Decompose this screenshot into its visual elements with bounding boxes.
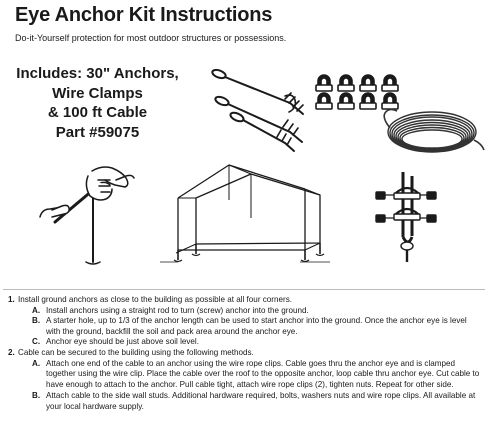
substep-text: Install anchors using a straight rod to turn (screw) anchor into the ground. — [46, 305, 309, 315]
substep-2b — [18, 391, 482, 412]
substep-letter: C. — [32, 337, 41, 347]
step-number: 2. — [8, 347, 15, 357]
substep-letter: B. — [32, 316, 41, 326]
substep-1b — [18, 316, 482, 337]
kit-contents-line-1: Includes: 30" Anchors, — [16, 65, 179, 82]
substep-letter: B. — [32, 391, 41, 401]
kit-contents-line-2: Wire Clamps — [52, 84, 143, 102]
substep-letter: A. — [32, 305, 41, 315]
page-subtitle: Do-it-Yourself protection for most outdoor structures or possessions. — [15, 33, 287, 43]
step-number: 1. — [8, 295, 15, 304]
wire-clamp-illustration — [316, 75, 398, 109]
instructions-list — [8, 295, 482, 413]
substep-text: A starter hole, up to 1/3 of the anchor length can be used to start anchor into the ground. Once the anchor eye is level with the ground, backfill the soil and pack area around the anchor eye. — [46, 316, 467, 336]
step-2 — [8, 348, 482, 413]
clamped-cable-loop-illustration — [376, 172, 436, 262]
step-1 — [8, 295, 482, 348]
substep-1c — [18, 337, 482, 348]
substep-letter: A. — [32, 358, 41, 368]
section-divider — [3, 289, 485, 290]
shelter-frame-illustration — [160, 165, 330, 262]
substep-text: Attach cable to the side wall studs. Additional hardware required, bolts, washers nuts and wire rope clips. All available at your local hardware supply. — [46, 391, 476, 411]
eye-anchor-illustration — [211, 68, 303, 151]
step-text: Install ground anchors as close to the building as possible at all four corners. — [18, 295, 292, 304]
substep-1a — [18, 306, 482, 317]
hand-installing-anchor-illustration — [40, 167, 134, 264]
step-text: Cable can be secured to the building using the following methods. — [18, 347, 254, 357]
substep-text: Attach one end of the cable to an anchor using the wire rope clips. Cable goes thru the anchor eye and is clamped together using the wire clip. Place the cable over the roof to the opposite anchor, loop cable thru anchor eye. Cut cable to have enough to attach to the anchor. Pull cable tight, attach wire rope clips (2), tighten nuts. Repeat for other side. — [46, 358, 480, 389]
cable-coil-illustration — [384, 109, 484, 152]
substep-text: Anchor eye should be just above soil level. — [46, 337, 199, 347]
kit-contents-line-3: & 100 ft Cable — [47, 104, 148, 121]
kit-contents-line-4: Part #59075 — [55, 123, 140, 141]
page-title: Eye Anchor Kit Instructions — [15, 4, 273, 26]
substep-2a — [18, 359, 482, 391]
